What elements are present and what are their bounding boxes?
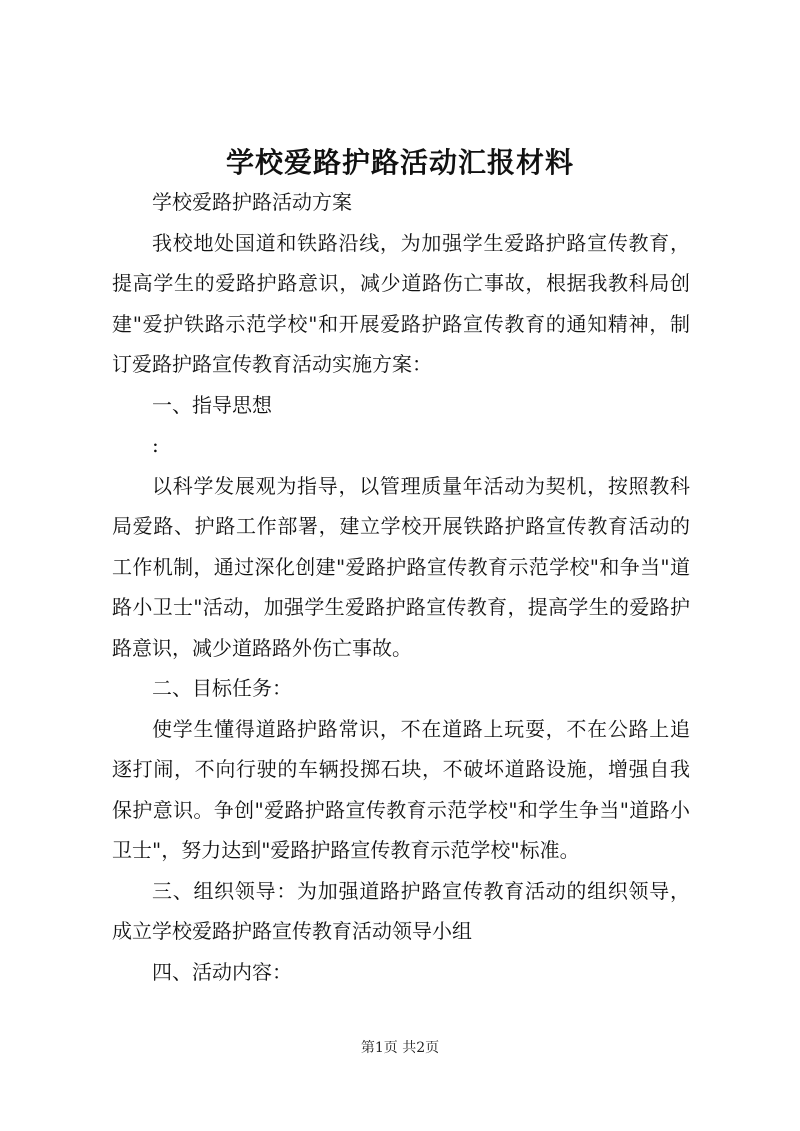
section-heading-goals: 二、目标任务： bbox=[152, 676, 292, 700]
paragraph-organization: 三、组织领导：为加强道路护路宣传教育活动的组织领导，成立学校爱路护路宣传教育活动领导小组 bbox=[112, 878, 690, 943]
section-heading-guiding-ideology: 一、指导思想 bbox=[152, 392, 272, 417]
page-number-footer: 第1页 共2页 bbox=[360, 1040, 440, 1056]
paragraph-colon: : bbox=[152, 433, 159, 457]
paragraph-intro: 我校地处国道和铁路沿线，为加强学生爱路护路宣传教育，提高学生的爱路护路意识，减少道路伤亡事故，根据我教科局创建"爱护铁路示范学校"和开展爱路护路宣传教育的通知精神，制订爱路护路宣传教育活动实施方案： bbox=[112, 230, 690, 376]
paragraph-plan-heading: 学校爱路护路活动方案 bbox=[152, 190, 352, 214]
document-body bbox=[112, 182, 690, 992]
section-heading-activities: 四、活动内容： bbox=[152, 959, 292, 984]
paragraph-guiding-ideology: 以科学发展观为指导，以管理质量年活动为契机，按照教科局爱路、护路工作部署，建立学校开展铁路护路宣传教育活动的工作机制，通过深化创建"爱路护路宣传教育示范学校"和争当"道路小卫士"活动，加强学生爱路护路宣传教育，提高学生的爱路护路意识，减少道路路外伤亡事故。 bbox=[112, 473, 690, 660]
document-title: 学校爱路护路活动汇报材料 bbox=[225, 146, 574, 179]
paragraph-goals: 使学生懂得道路护路常识，不在道路上玩耍，不在公路上追逐打闹，不向行驶的车辆投掷石块，不破坏道路设施，增强自我保护意识。争创"爱路护路宣传教育示范学校"和学生争当"道路小卫士"，努力达到"爱路护路宣传教育示范学校"标准。 bbox=[112, 716, 690, 862]
